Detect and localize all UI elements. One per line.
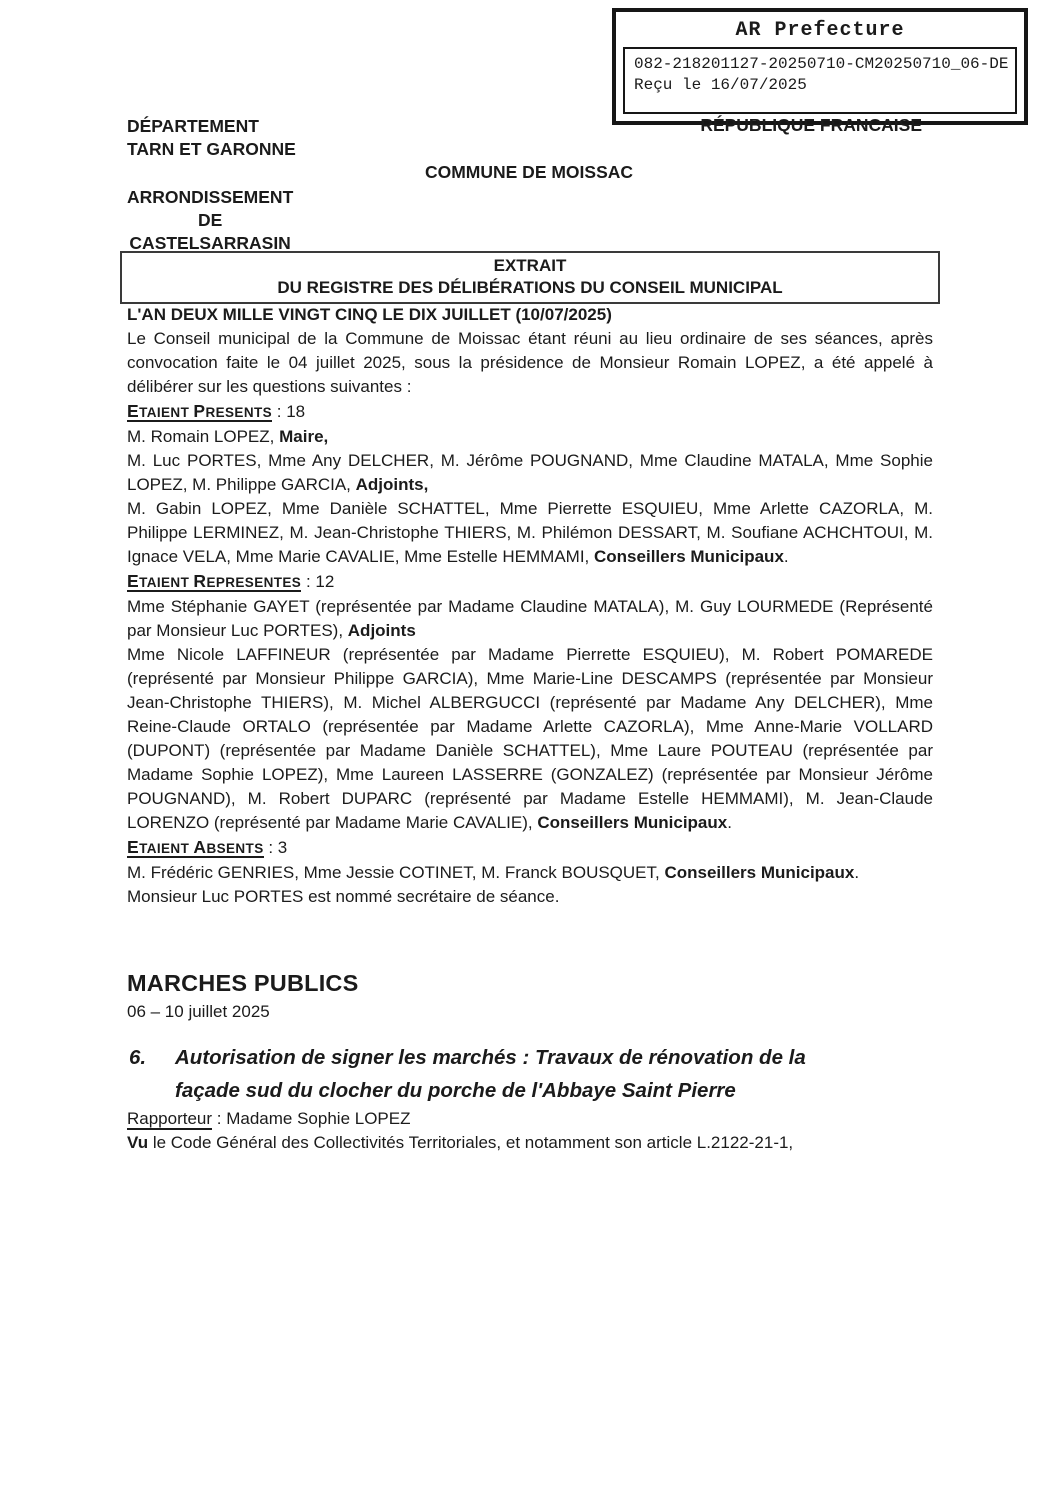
agenda-item-title xyxy=(175,1041,933,1107)
vu-bold: Vu xyxy=(127,1133,149,1152)
agenda-item-title-line2: façade sud du clocher du porche de l'Abbaye Saint Pierre xyxy=(175,1079,736,1102)
arrondissement-block xyxy=(127,186,293,255)
presents-conseillers-end: . xyxy=(783,547,789,566)
vu-line xyxy=(127,1131,933,1155)
rapporteur-label: Rapporteur xyxy=(127,1109,213,1128)
extract-title: EXTRAIT xyxy=(493,256,567,275)
commune-label: COMMUNE DE MOISSAC xyxy=(424,162,634,182)
department-label: DÉPARTEMENT xyxy=(127,116,259,136)
representes-adjoints-names: Mme Stéphanie GAYET (représentée par Madame Claudine MATALA), M. Guy LOURMEDE (Représenté par Monsieur Luc PORTES), xyxy=(127,597,933,640)
section-date-range: 06 – 10 juillet 2025 xyxy=(127,1002,270,1021)
absents-names: M. Frédéric GENRIES, Mme Jessie COTINET, M. Franck BOUSQUET, xyxy=(127,863,665,882)
session-date-line: L'AN DEUX MILLE VINGT CINQ LE DIX JUILLET (10/07/2025) xyxy=(127,305,612,324)
representes-heading xyxy=(127,569,933,595)
extract-subtitle: DU REGISTRE DES DÉLIBÉRATIONS DU CONSEIL MUNICIPAL xyxy=(277,278,783,297)
secretary-line: Monsieur Luc PORTES est nommé secrétaire de séance. xyxy=(127,887,560,906)
representes-conseillers-end: . xyxy=(727,813,732,832)
main-content xyxy=(127,303,933,1155)
presents-adjoints-names: M. Luc PORTES, Mme Any DELCHER, M. Jérôme POUGNAND, Mme Claudine MATALA, Mme Sophie LOPEZ, M. Philippe GARCIA, xyxy=(127,451,933,494)
presents-conseillers-names: M. Gabin LOPEZ, Mme Danièle SCHATTEL, Mme Pierrette ESQUIEU, Mme Arlette CAZORLA, M. Philippe LERMINEZ, M. Jean-Christophe THIERS, M. Philémon DESSART, M. Soufiane ACHCHTOUI, M. Ignace VELA, Mme Marie CAVALIE, Mme Estelle HEMMAMI, xyxy=(127,499,933,566)
rapporteur-line xyxy=(127,1107,933,1131)
rapporteur-value: : Madame Sophie LOPEZ xyxy=(212,1109,411,1128)
representes-label: ETAIENT REPRESENTES xyxy=(127,571,302,591)
presents-count: 18 xyxy=(286,402,306,421)
absents-count: 3 xyxy=(277,838,288,857)
mayor-names: M. Romain LOPEZ, xyxy=(127,427,280,446)
absents-line xyxy=(127,861,933,885)
representes-conseillers-role: Conseillers Municipaux xyxy=(537,813,728,832)
session-intro: Le Conseil municipal de la Commune de Moissac étant réuni au lieu ordinaire de ses séances, après convocation faite le 04 juillet 2025, sous la présidence de Monsieur Romain LOPEZ, a été appelé à délibérer sur les questions suivantes : xyxy=(127,329,933,396)
absents-role: Conseillers Municipaux xyxy=(664,863,855,882)
republic-label: RÉPUBLIQUE FRANCAISE xyxy=(700,115,922,135)
representes-conseillers-names: Mme Nicole LAFFINEUR (représentée par Madame Pierrette ESQUIEU), M. Robert POMAREDE (représenté par Monsieur Philippe GARCIA), Mme Marie-Line DESCAMPS (représentée par Monsieur Jean-Christophe THIERS), M. Michel ALBERGUCCI (représenté par Madame Any DELCHER), Mme Reine-Claude ORTALO (représentée par Madame Arlette CAZORLA), Mme Anne-Marie VOLLARD (DUPONT) (représentée par Madame Danièle SCHATTEL), Mme Laure POUTEAU (représentée par Madame Sophie LOPEZ), Mme Laureen LASSERRE (GONZALEZ) (représentée par Monsieur Jérôme POUGNAND), M. Robert DUPARC (représenté par Madame Estelle HEMMAMI), M. Jean-Claude LORENZO (représenté par Madame Marie CAVALIE), xyxy=(127,645,933,832)
presents-separator: : xyxy=(272,402,287,421)
arrondissement-label: ARRONDISSEMENT xyxy=(127,187,294,207)
presents-adjoints-role: Adjoints, xyxy=(355,475,429,494)
department-name: TARN ET GARONNE xyxy=(127,139,296,159)
agenda-item-6 xyxy=(127,1041,933,1107)
representes-conseillers-line xyxy=(127,643,933,835)
arrondissement-name: CASTELSARRASIN xyxy=(129,233,291,253)
mayor-role: Maire, xyxy=(279,427,329,446)
ar-prefecture-stamp xyxy=(612,8,1028,125)
extract-title-box xyxy=(120,251,940,304)
presents-conseillers-line xyxy=(127,497,933,569)
arrondissement-de: DE xyxy=(197,210,223,230)
representes-adjoints-line xyxy=(127,595,933,643)
department-block xyxy=(127,115,296,161)
representes-adjoints-role: Adjoints xyxy=(347,621,416,640)
presents-mayor-line xyxy=(127,425,933,449)
stamp-title: AR Prefecture xyxy=(735,19,905,42)
stamp-body xyxy=(623,47,1017,114)
presents-conseillers-role: Conseillers Municipaux xyxy=(594,547,784,566)
presents-label: ETAIENT PRESENTS xyxy=(127,401,273,421)
absents-end: . xyxy=(854,863,860,882)
presents-heading xyxy=(127,399,933,425)
absents-heading xyxy=(127,835,933,861)
stamp-received-date: Reçu le 16/07/2025 xyxy=(634,76,807,94)
section-title: MARCHES PUBLICS xyxy=(127,970,359,996)
agenda-item-title-line1: Autorisation de signer les marchés : Travaux de rénovation de la xyxy=(175,1046,806,1069)
stamp-reference: 082-218201127-20250710-CM20250710_06-DE xyxy=(634,55,1009,73)
representes-count: 12 xyxy=(315,572,335,591)
presents-adjoints-line xyxy=(127,449,933,497)
representes-separator: : xyxy=(301,572,316,591)
agenda-item-number: 6. xyxy=(129,1046,147,1069)
absents-separator: : xyxy=(263,838,278,857)
absents-label: ETAIENT ABSENTS xyxy=(127,837,264,857)
vu-text: le Code Général des Collectivités Territoriales, et notamment son article L.2122-21-1, xyxy=(148,1133,794,1152)
